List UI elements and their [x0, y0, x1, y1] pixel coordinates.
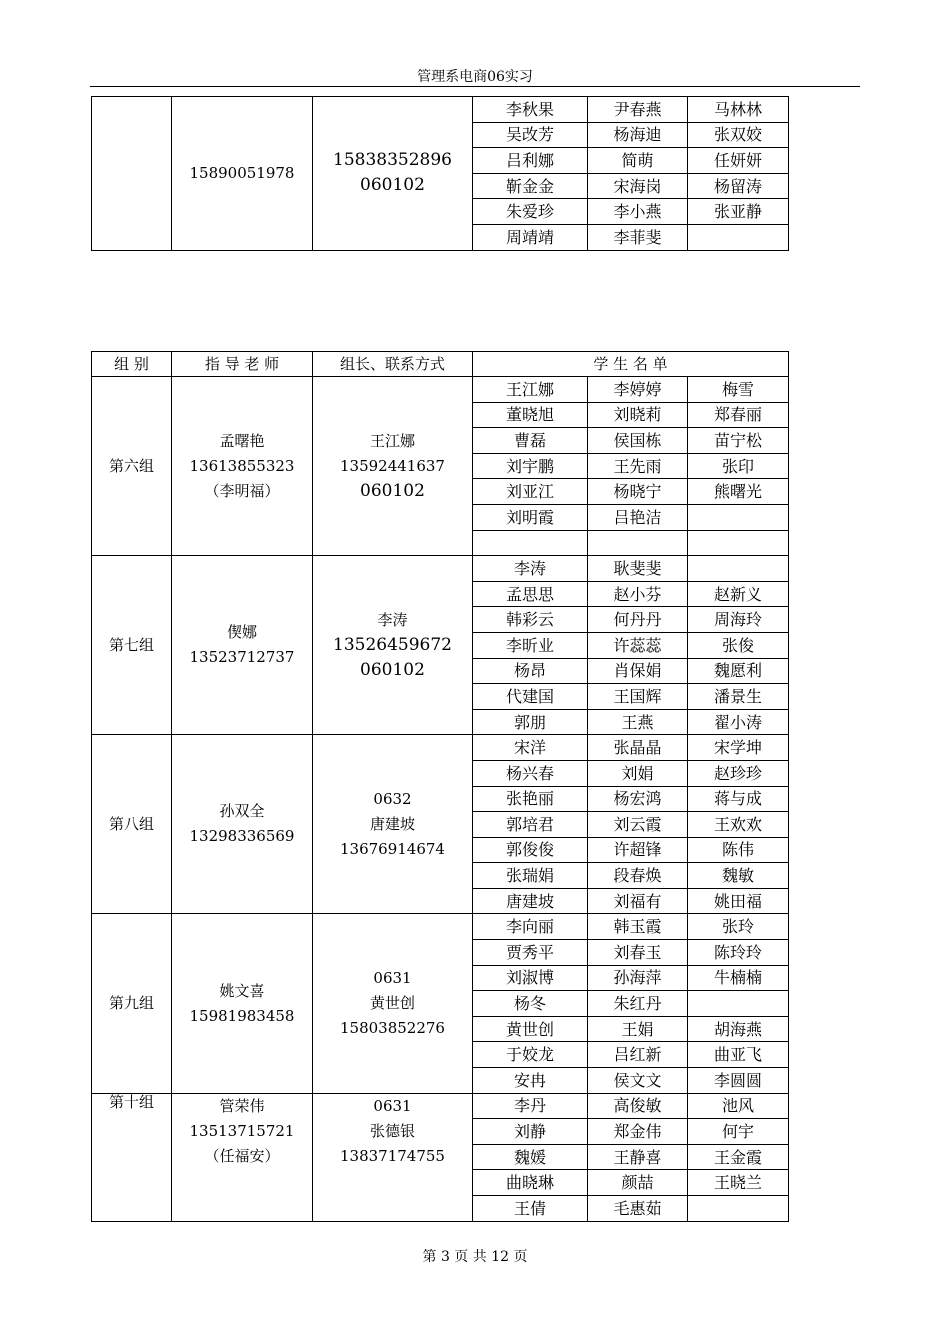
- student-name: [688, 224, 789, 250]
- student-name: 侯文文: [588, 1068, 688, 1094]
- student-name: 许超锋: [588, 837, 688, 863]
- teacher-line: （李明福）: [204, 481, 280, 500]
- student-name: 刘明霞: [473, 504, 588, 530]
- teacher-line: 13298336569: [189, 827, 295, 846]
- student-name: 翟小涛: [688, 709, 789, 735]
- student-name: 侯国栋: [588, 428, 688, 454]
- student-name: 杨晓宁: [588, 479, 688, 505]
- group-name: 第六组: [92, 377, 172, 556]
- student-name: 宋学坤: [688, 735, 789, 761]
- student-name: 李昕业: [473, 632, 588, 658]
- top-group-cell: [92, 97, 172, 251]
- student-name: 耿斐斐: [588, 556, 688, 582]
- student-name: 王晓兰: [688, 1170, 789, 1196]
- teacher-cell: [172, 377, 313, 556]
- student-name: 王静喜: [588, 1144, 688, 1170]
- student-name: 李小燕: [588, 199, 688, 225]
- teacher-line: 13513715721: [189, 1121, 295, 1140]
- header-teacher: 指 导 老 师: [172, 352, 313, 377]
- student-name: 简萌: [588, 148, 688, 174]
- student-name: 高俊敏: [588, 1093, 688, 1119]
- student-name: 于姣龙: [473, 1042, 588, 1068]
- student-name: 郭朋: [473, 709, 588, 735]
- teacher-cell: [172, 1093, 313, 1221]
- student-name: [688, 991, 789, 1017]
- teacher-cell: [172, 914, 313, 1093]
- student-name: 安冉: [473, 1068, 588, 1094]
- group-name: 第十组: [92, 1093, 172, 1221]
- student-name: 张瑞娟: [473, 863, 588, 889]
- student-name: 张玲: [688, 914, 789, 940]
- student-name: 靳金金: [473, 173, 588, 199]
- student-name: 唐建坡: [473, 888, 588, 914]
- teacher-line: 15981983458: [189, 1006, 295, 1025]
- table-header-row: [92, 352, 789, 377]
- student-name: 吕利娜: [473, 148, 588, 174]
- teacher-line: 孟曙艳: [219, 431, 265, 450]
- student-name: 李圆圆: [688, 1068, 789, 1094]
- leader-line: 0632: [373, 789, 412, 808]
- leader-line: 13837174755: [340, 1146, 445, 1165]
- student-name: 王金霞: [688, 1144, 789, 1170]
- groups-table: [91, 351, 789, 1222]
- student-name: 吕红新: [588, 1042, 688, 1068]
- student-name: 刘静: [473, 1119, 588, 1145]
- teacher-cell: [172, 556, 313, 735]
- student-name: 尹春燕: [588, 97, 688, 123]
- student-name: 王娟: [588, 1016, 688, 1042]
- student-name: 刘春玉: [588, 940, 688, 966]
- student-name: 吴改芳: [473, 122, 588, 148]
- page-footer: 第 3 页 共 12 页: [422, 1249, 528, 1265]
- student-name: 王欢欢: [688, 812, 789, 838]
- student-name: 黄世创: [473, 1016, 588, 1042]
- student-name: 董晓旭: [473, 402, 588, 428]
- leader-line: 13676914674: [340, 839, 445, 858]
- student-name: 杨兴春: [473, 760, 588, 786]
- leader-line: 060102: [360, 480, 425, 501]
- header-rule: [90, 86, 860, 87]
- top-leader-class: 060102: [360, 175, 425, 196]
- leader-line: 13526459672: [333, 634, 452, 655]
- header-group: 组 别: [92, 352, 172, 377]
- student-name: [688, 504, 789, 530]
- student-name: 陈伟: [688, 837, 789, 863]
- student-name: 曹磊: [473, 428, 588, 454]
- student-name: 魏媛: [473, 1144, 588, 1170]
- student-name: 王江娜: [473, 377, 588, 403]
- table-row: [92, 1093, 789, 1119]
- student-name: 杨留涛: [688, 173, 789, 199]
- student-name: 蒋与成: [688, 786, 789, 812]
- student-name: 杨冬: [473, 991, 588, 1017]
- student-name: 曲晓琳: [473, 1170, 588, 1196]
- table-row: [92, 735, 789, 761]
- teacher-cell: [172, 735, 313, 914]
- student-name: 孙海萍: [588, 965, 688, 991]
- student-name: 杨昂: [473, 658, 588, 684]
- student-name: 魏敏: [688, 863, 789, 889]
- student-name: 颜喆: [588, 1170, 688, 1196]
- teacher-line: （任福安）: [204, 1146, 280, 1165]
- student-name: 赵珍珍: [688, 760, 789, 786]
- student-name: 赵小芬: [588, 581, 688, 607]
- student-name: 段春焕: [588, 863, 688, 889]
- teacher-line: 姚文喜: [219, 981, 265, 1000]
- student-name: 牛楠楠: [688, 965, 789, 991]
- student-name: 韩玉霞: [588, 914, 688, 940]
- top-continuation-table: [91, 96, 789, 251]
- student-name: 许蕊蕊: [588, 632, 688, 658]
- table-row: [92, 377, 789, 403]
- teacher-line: 孙双全: [219, 802, 265, 821]
- student-name: [473, 530, 588, 556]
- student-name: 宋海岗: [588, 173, 688, 199]
- student-name: 张俊: [688, 632, 789, 658]
- student-name: 梅雪: [688, 377, 789, 403]
- student-name: 贾秀平: [473, 940, 588, 966]
- student-name: 王国辉: [588, 684, 688, 710]
- student-name: 李向丽: [473, 914, 588, 940]
- student-name: 池风: [688, 1093, 789, 1119]
- leader-line: 王江娜: [369, 431, 415, 450]
- student-name: 代建国: [473, 684, 588, 710]
- leader-cell: [313, 377, 473, 556]
- student-name: 孟思思: [473, 581, 588, 607]
- student-name: 李丹: [473, 1093, 588, 1119]
- student-name: 周海玲: [688, 607, 789, 633]
- student-name: 张亚静: [688, 199, 789, 225]
- leader-line: 0631: [373, 969, 412, 988]
- group-name: 第九组: [92, 914, 172, 1093]
- leader-cell: [313, 914, 473, 1093]
- student-name: 郑金伟: [588, 1119, 688, 1145]
- table-row: [92, 556, 789, 582]
- teacher-line: 13613855323: [189, 456, 295, 475]
- leader-line: 李涛: [377, 610, 408, 629]
- student-name: 王先雨: [588, 453, 688, 479]
- student-name: 韩彩云: [473, 607, 588, 633]
- student-name: 马林林: [688, 97, 789, 123]
- student-name: 苗宁松: [688, 428, 789, 454]
- student-name: 郑春丽: [688, 402, 789, 428]
- student-name: 刘福有: [588, 888, 688, 914]
- student-name: 刘晓莉: [588, 402, 688, 428]
- student-name: 熊曙光: [688, 479, 789, 505]
- student-name: 刘云霞: [588, 812, 688, 838]
- student-name: 李涛: [473, 556, 588, 582]
- leader-line: 060102: [360, 659, 425, 680]
- student-name: 胡海燕: [688, 1016, 789, 1042]
- page-header-title: 管理系电商06实习: [417, 69, 533, 85]
- group-name: 第八组: [92, 735, 172, 914]
- student-name: 王燕: [588, 709, 688, 735]
- student-name: 李菲斐: [588, 224, 688, 250]
- student-name: 何宇: [688, 1119, 789, 1145]
- student-name: 朱红丹: [588, 991, 688, 1017]
- student-name: 王倩: [473, 1196, 588, 1222]
- student-name: [688, 1196, 789, 1222]
- student-name: 肖保娟: [588, 658, 688, 684]
- teacher-line: 管荣伟: [219, 1096, 265, 1115]
- student-name: 周靖靖: [473, 224, 588, 250]
- student-name: 潘景生: [688, 684, 789, 710]
- student-name: 刘亚江: [473, 479, 588, 505]
- leader-line: 13592441637: [340, 456, 445, 475]
- student-name: 张晶晶: [588, 735, 688, 761]
- student-name: 何丹丹: [588, 607, 688, 633]
- student-name: 李秋果: [473, 97, 588, 123]
- student-name: 朱爱珍: [473, 199, 588, 225]
- student-name: 郭培君: [473, 812, 588, 838]
- student-name: 郭俊俊: [473, 837, 588, 863]
- leader-line: 0631: [373, 1096, 412, 1115]
- student-name: 刘淑博: [473, 965, 588, 991]
- leader-line: 张德银: [369, 1121, 415, 1140]
- student-name: 魏愿利: [688, 658, 789, 684]
- leader-cell: [313, 556, 473, 735]
- student-name: 张艳丽: [473, 786, 588, 812]
- student-name: 刘娟: [588, 760, 688, 786]
- leader-cell: [313, 735, 473, 914]
- group-name: 第七组: [92, 556, 172, 735]
- header-leader: 组长、联系方式: [313, 352, 473, 377]
- student-name: 陈玲玲: [688, 940, 789, 966]
- teacher-line: 偰娜: [226, 623, 257, 642]
- student-name: [688, 556, 789, 582]
- table-row: [92, 914, 789, 940]
- top-teacher-phone: 15890051978: [172, 97, 313, 251]
- student-name: 宋洋: [473, 735, 588, 761]
- top-leader-phone: 15838352896: [333, 150, 452, 171]
- student-name: 张印: [688, 453, 789, 479]
- top-leader-cell: [313, 97, 473, 251]
- student-name: 赵新义: [688, 581, 789, 607]
- leader-cell: [313, 1093, 473, 1221]
- leader-line: 唐建坡: [369, 814, 415, 833]
- student-name: 杨宏鸿: [588, 786, 688, 812]
- header-students: 学 生 名 单: [473, 352, 789, 377]
- student-name: 姚田福: [688, 888, 789, 914]
- student-name: [588, 530, 688, 556]
- student-name: 刘宇鹏: [473, 453, 588, 479]
- student-name: 张双姣: [688, 122, 789, 148]
- student-name: 杨海迪: [588, 122, 688, 148]
- student-name: 任妍妍: [688, 148, 789, 174]
- student-name: 李婷婷: [588, 377, 688, 403]
- teacher-line: 13523712737: [189, 648, 295, 667]
- student-name: 曲亚飞: [688, 1042, 789, 1068]
- student-name: [688, 530, 789, 556]
- student-name: 毛惠茹: [588, 1196, 688, 1222]
- leader-line: 15803852276: [340, 1019, 445, 1038]
- student-name: 吕艳洁: [588, 504, 688, 530]
- leader-line: 黄世创: [369, 994, 415, 1013]
